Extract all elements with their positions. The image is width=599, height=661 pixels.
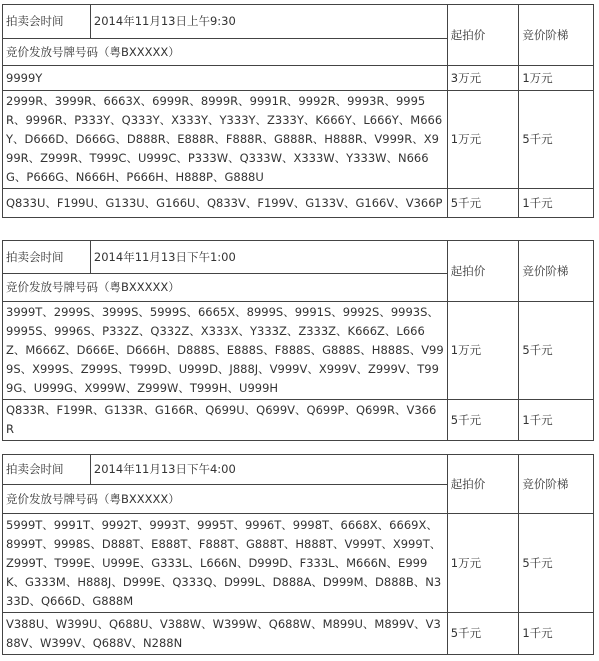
start-price-cell: 5千元 [447, 400, 519, 441]
auction-time-value: 2014年11月13日上午9:30 [90, 5, 447, 39]
auction-session-2-table [2, 240, 594, 441]
auction-time-label: 拍卖会时间 [3, 5, 91, 39]
start-price-header: 起拍价 [447, 241, 519, 302]
increment-cell: 5千元 [519, 514, 594, 613]
plate-series-label: 竞价发放号牌号码（粤BXXXXX） [3, 485, 448, 514]
increment-header: 竞价阶梯 [519, 455, 594, 514]
plate-list-cell: 5999T、9991T、9992T、9993T、9995T、9996T、9998T、6668X、6669X、8999T、9998S、D888T、E888T、F888T、G888T、H888T、V999T、X999T、Z999T、T999E、U999E、G333L、L666N、D999D、F333L、M666N、E999K、G333M、H888J、D999E、Q333Q、D999L、D888A、D999M、D888B、N333D、Q666D、G888M [3, 514, 448, 613]
plate-list-cell: 2999R、3999R、6663X、6999R、8999R、9991R、9992R、9993R、9995R、9996R、P333Y、Q333Y、X333Y、Y333Y、Z333Y、K666Y、L666Y、M666Y、D666D、D666G、D888R、E888R、F888R、G888R、H888R、V999R、X999R、Z999R、T999C、U999C、P333W、Q333W、X333W、Y333W、N666G、P666G、N666H、P666H、H888P、G888U [3, 91, 448, 189]
increment-cell: 1万元 [519, 66, 594, 91]
increment-cell: 1千元 [519, 189, 594, 218]
auction-time-value: 2014年11月13日下午1:00 [90, 241, 447, 274]
plate-list-cell: 3999T、2999S、3999S、5999S、6665X、8999S、9991S、9992S、9993S、9995S、9996S、P332Z、Q332Z、X333X、Y333Z、Z333Z、K666Z、L666Z、M666Z、D666E、D666H、D888S、E888S、F888S、G888S、H888S、V999S、X999S、Z999S、T999D、U999D、J888J、V999V、X999V、Z999V、T999G、U999G、X999W、Z999W、T999H、U999H [3, 302, 448, 400]
plate-series-label: 竞价发放号牌号码（粤BXXXXX） [3, 39, 448, 66]
increment-cell: 1千元 [519, 613, 594, 655]
start-price-header: 起拍价 [447, 455, 519, 514]
start-price-cell: 1万元 [447, 302, 519, 400]
increment-cell: 1千元 [519, 400, 594, 441]
increment-header: 竞价阶梯 [519, 5, 594, 66]
plate-list-cell: V388U、W399U、Q688U、V388W、W399W、Q688W、M899U、M899V、V388V、W399V、Q688V、N288N [3, 613, 448, 655]
auction-session-3-table [2, 454, 594, 655]
increment-cell: 5千元 [519, 302, 594, 400]
start-price-cell: 3万元 [447, 66, 519, 91]
auction-time-value: 2014年11月13日下午4:00 [90, 455, 447, 485]
increment-header: 竞价阶梯 [519, 241, 594, 302]
auction-time-label: 拍卖会时间 [3, 455, 91, 485]
plate-list-cell: Q833R、F199R、G133R、G166R、Q699U、Q699V、Q699P、Q699R、V366R [3, 400, 448, 441]
auction-time-label: 拍卖会时间 [3, 241, 91, 274]
start-price-cell: 1万元 [447, 91, 519, 189]
start-price-cell: 5千元 [447, 189, 519, 218]
plate-list-cell: 9999Y [3, 66, 448, 91]
start-price-header: 起拍价 [447, 5, 519, 66]
increment-cell: 5千元 [519, 91, 594, 189]
plate-list-cell: Q833U、F199U、G133U、G166U、Q833V、F199V、G133V、G166V、V366P [3, 189, 448, 218]
plate-series-label: 竞价发放号牌号码（粤BXXXXX） [3, 274, 448, 302]
auction-session-1-table [2, 4, 594, 218]
start-price-cell: 1万元 [447, 514, 519, 613]
start-price-cell: 5千元 [447, 613, 519, 655]
